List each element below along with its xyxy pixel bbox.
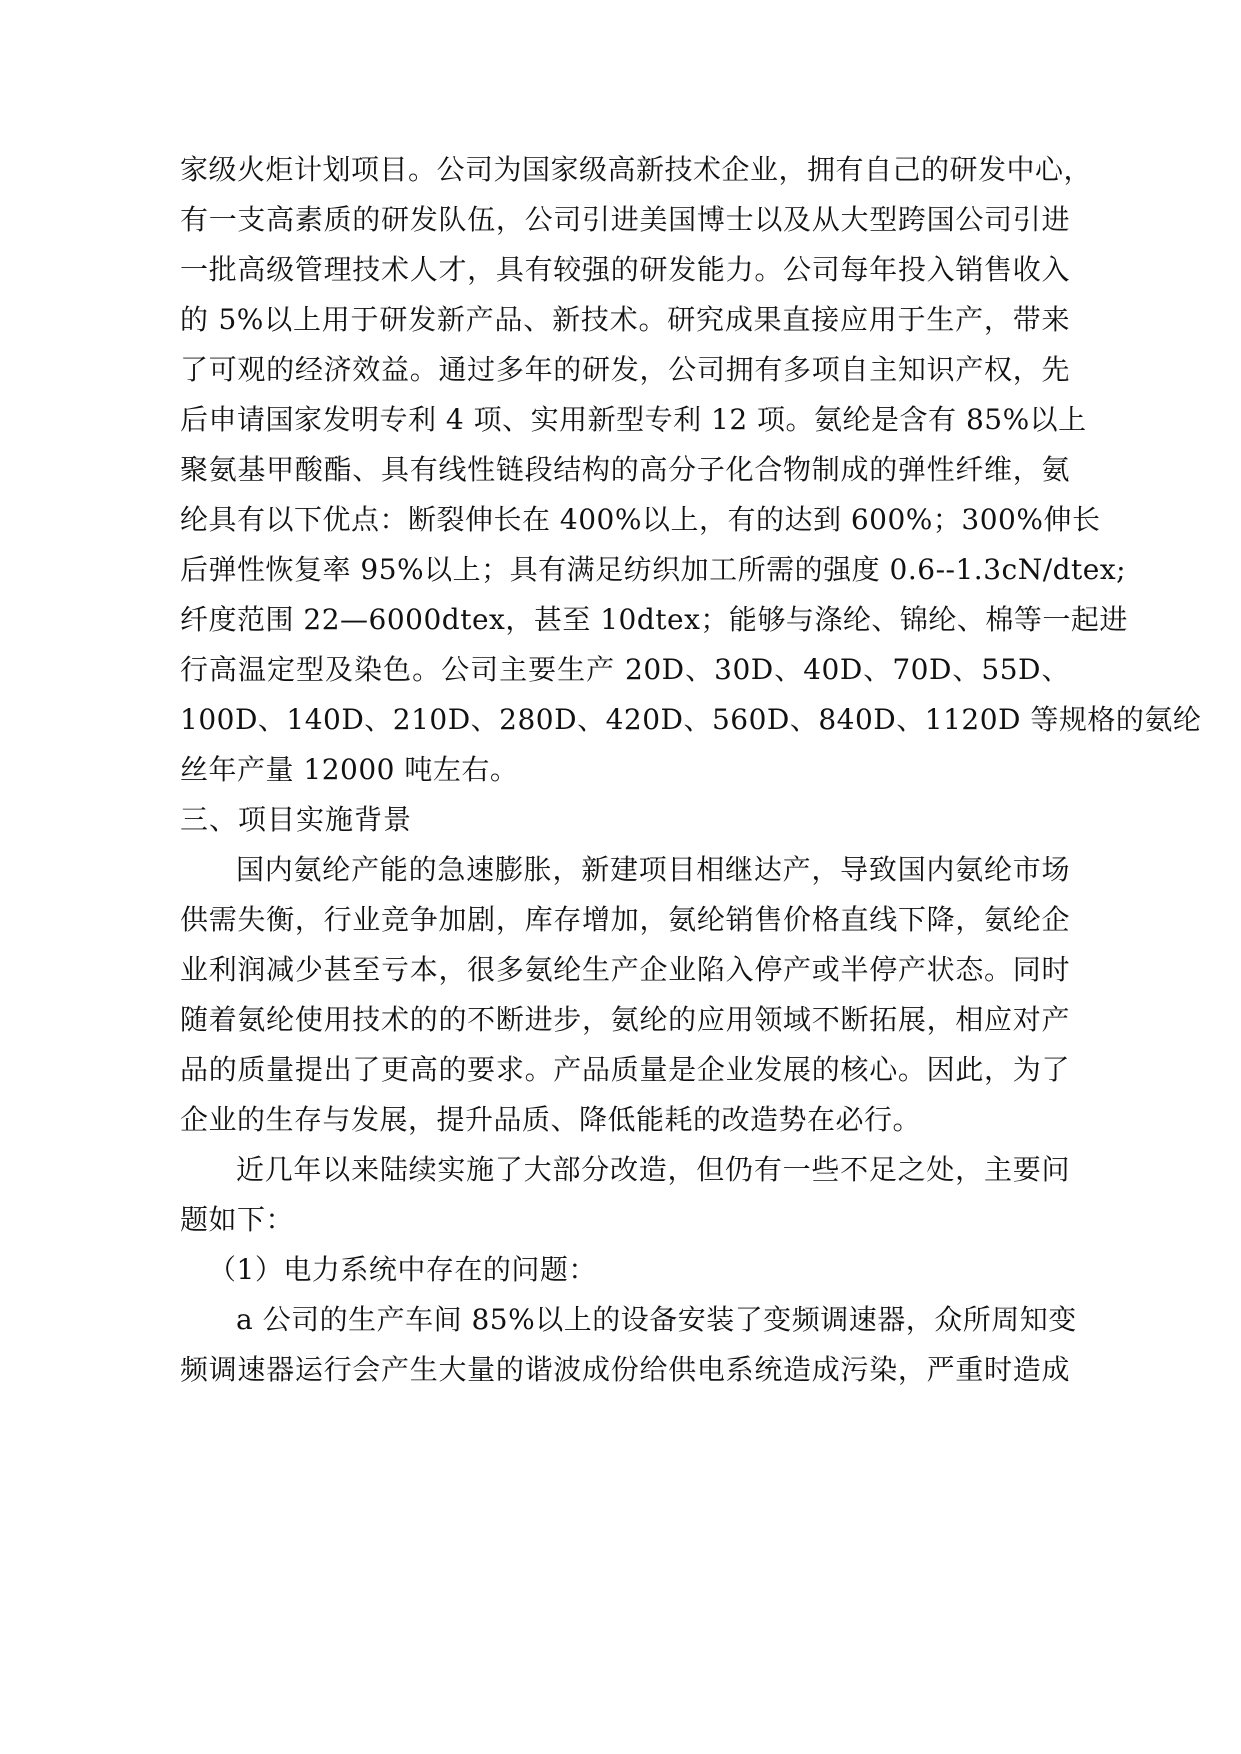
paragraph-1-line-13: 丝年产量 12000 吨左右。 (180, 753, 519, 786)
paragraph-1-line-11: 行高温定型及染色。公司主要生产 20D、30D、40D、70D、55D、 (180, 653, 1070, 686)
paragraph-1-line-8: 纶具有以下优点：断裂伸长在 400%以上，有的达到 600%；300%伸长 (180, 503, 1101, 536)
paragraph-1-line-4: 的 5%以上用于研发新产品、新技术。研究成果直接应用于生产，带来 (180, 303, 1070, 336)
paragraph-2-line-5: 品的质量提出了更高的要求。产品质量是企业发展的核心。因此，为了 (180, 1053, 1070, 1086)
paragraph-1-line-7: 聚氨基甲酸酯、具有线性链段结构的高分子化合物制成的弹性纤维，氨 (180, 453, 1070, 486)
paragraph-1-line-5: 了可观的经济效益。通过多年的研发，公司拥有多项自主知识产权，先 (180, 353, 1070, 386)
paragraph-3-line-1: 近几年以来陆续实施了大部分改造，但仍有一些不足之处，主要问 (236, 1153, 1070, 1186)
paragraph-1-line-10: 纤度范围 22—6000dtex，甚至 10dtex；能够与涤纶、锦纶、棉等一起进 (180, 603, 1128, 636)
paragraph-1-line-9: 后弹性恢复率 95%以上；具有满足纺织加工所需的强度 0.6--1.3cN/dtex; (180, 553, 1127, 586)
paragraph-2-line-2: 供需失衡，行业竞争加剧，库存增加，氨纶销售价格直线下降，氨纶企 (180, 903, 1070, 936)
paragraph-1-line-2: 有一支高素质的研发队伍，公司引进美国博士以及从大型跨国公司引进 (180, 203, 1070, 236)
section-heading: 三、项目实施背景 (180, 803, 413, 836)
paragraph-1-line-3: 一批高级管理技术人才，具有较强的研发能力。公司每年投入销售收入 (180, 253, 1070, 286)
paragraph-1-line-12: 100D、140D、210D、280D、420D、560D、840D、1120D 等规格的氨纶 (180, 703, 1202, 736)
subheading-power-system: （1）电力系统中存在的问题： (208, 1253, 597, 1286)
paragraph-1-line-1: 家级火炬计划项目。公司为国家级高新技术企业，拥有自己的研发中心， (180, 153, 1093, 186)
paragraph-2-line-1: 国内氨纶产能的急速膨胀，新建项目相继达产，导致国内氨纶市场 (236, 853, 1070, 886)
paragraph-1-line-6: 后申请国家发明专利 4 项、实用新型专利 12 项。氨纶是含有 85%以上 (180, 403, 1087, 436)
paragraph-3-line-2: 题如下： (180, 1203, 295, 1236)
paragraph-2-line-6: 企业的生存与发展，提升品质、降低能耗的改造势在必行。 (180, 1103, 922, 1136)
paragraph-4-line-2: 频调速器运行会产生大量的谐波成份给供电系统造成污染，严重时造成 (180, 1353, 1070, 1386)
paragraph-2-line-4: 随着氨纶使用技术的的不断进步，氨纶的应用领域不断拓展，相应对产 (180, 1003, 1070, 1036)
paragraph-4-line-1: a 公司的生产车间 85%以上的设备安装了变频调速器，众所周知变 (236, 1303, 1077, 1336)
paragraph-2-line-3: 业利润减少甚至亏本，很多氨纶生产企业陷入停产或半停产状态。同时 (180, 953, 1070, 986)
